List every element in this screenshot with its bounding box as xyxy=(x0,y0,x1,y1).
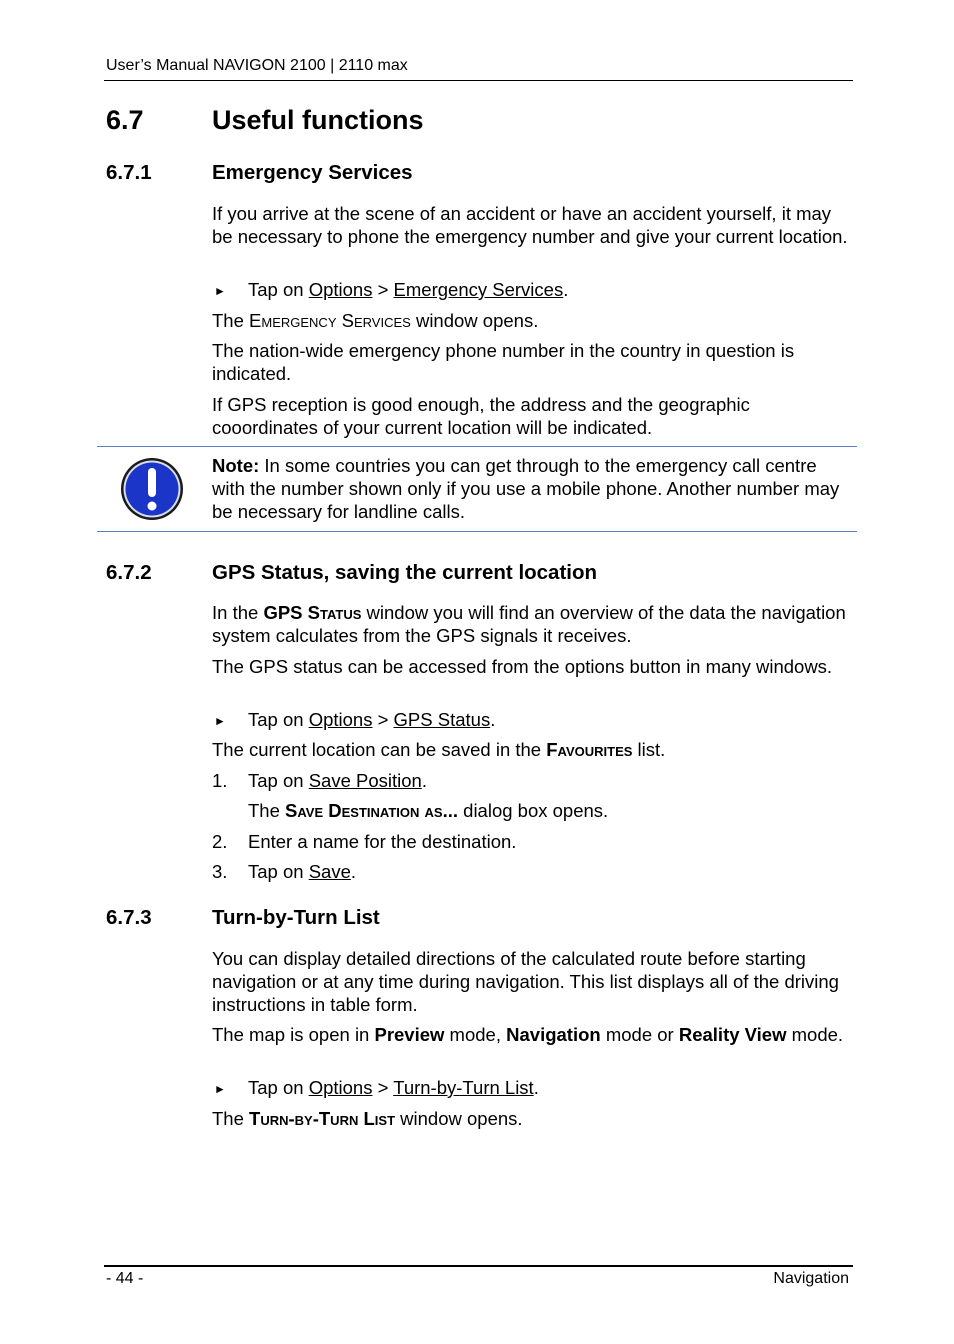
list-number: 2. xyxy=(212,831,228,852)
paragraph: The GPS status can be accessed from the options button in many windows. xyxy=(212,656,833,677)
text: window opens. xyxy=(410,310,539,331)
section-number: 6.7 xyxy=(106,105,144,135)
list-item xyxy=(248,860,848,883)
paragraph: If GPS reception is good enough, the address and the geographic cooordinates of your current location will be indicated. xyxy=(212,394,750,438)
list-name: Favourites xyxy=(546,739,633,760)
text: mode. xyxy=(786,1024,844,1045)
text: dialog box opens. xyxy=(458,800,609,821)
subsection-title: GPS Status, saving the current location xyxy=(212,561,598,584)
step-text: Tap on xyxy=(248,279,309,300)
options-link[interactable]: Options xyxy=(308,279,373,300)
window-name: Emergency Services xyxy=(249,310,411,331)
step-end: . xyxy=(490,709,496,730)
text: window you will find an overview of the data the navigation system calculates from the GPS signals it receives. xyxy=(212,602,846,646)
paragraph xyxy=(212,309,852,332)
options-link[interactable]: Options xyxy=(308,709,373,730)
instruction-step xyxy=(248,278,848,301)
step-text: Tap on xyxy=(248,1077,309,1098)
mode-name: Reality View xyxy=(678,1024,787,1045)
page-number: - 44 - xyxy=(106,1270,144,1287)
text: In the xyxy=(212,602,264,623)
gps-status-link[interactable]: GPS Status xyxy=(393,709,491,730)
text: The xyxy=(212,310,250,331)
section-title: Useful functions xyxy=(212,105,424,135)
paragraph: You can display detailed directions of the calculated route before starting navigation or at any time during navigation. This list displays all of the driving instructions in table form. xyxy=(212,948,839,1015)
text: . xyxy=(421,770,427,791)
page-header-title: User’s Manual NAVIGON 2100 | 2110 max xyxy=(106,57,408,74)
note-bottom-rule xyxy=(97,531,857,532)
paragraph: If you arrive at the scene of an accident or have an accident yourself, it may be necessary to phone the emergency number and give your current location. xyxy=(212,203,848,247)
options-link[interactable]: Options xyxy=(308,1077,373,1098)
save-position-link[interactable]: Save Position xyxy=(308,770,422,791)
text: The xyxy=(212,1108,250,1129)
step-separator: > xyxy=(372,709,394,730)
footer-section-name: Navigation xyxy=(773,1270,849,1287)
paragraph xyxy=(212,601,852,647)
window-name: Turn-by-Turn List xyxy=(249,1108,396,1129)
step-end: . xyxy=(533,1077,539,1098)
step-separator: > xyxy=(372,1077,394,1098)
text: The xyxy=(248,800,286,821)
subsection-number: 6.7.2 xyxy=(106,561,152,584)
dialog-name: Save Destination as... xyxy=(285,800,459,821)
subsection-number: 6.7.3 xyxy=(106,906,152,929)
list-item xyxy=(248,769,848,792)
exclamation-icon xyxy=(119,456,185,522)
bullet-arrow-icon: ► xyxy=(214,1082,226,1096)
note-label: Note: xyxy=(212,455,260,476)
text: list. xyxy=(632,739,666,760)
mode-name: Navigation xyxy=(506,1024,601,1045)
bullet-arrow-icon: ► xyxy=(214,714,226,728)
text: Tap on xyxy=(248,861,309,882)
header-rule xyxy=(104,80,853,81)
note-body: In some countries you can get through to the emergency call centre with the number shown only if you use a mobile phone. Another number may be necessary for landline calls. xyxy=(212,455,840,522)
subsection-title: Emergency Services xyxy=(212,161,413,184)
text: The map is open in xyxy=(212,1024,375,1045)
note-top-rule xyxy=(97,446,857,447)
list-number: 1. xyxy=(212,770,228,791)
text: . xyxy=(350,861,356,882)
paragraph xyxy=(212,738,852,761)
text: window opens. xyxy=(395,1108,523,1129)
list-number: 3. xyxy=(212,861,228,882)
note-text xyxy=(212,454,844,523)
footer-rule xyxy=(104,1265,853,1267)
mode-name: Preview xyxy=(374,1024,445,1045)
step-text: Tap on xyxy=(248,709,309,730)
window-name: GPS Status xyxy=(263,602,362,623)
emergency-services-link[interactable]: Emergency Services xyxy=(393,279,564,300)
list-item: Enter a name for the destination. xyxy=(248,831,517,852)
save-link[interactable]: Save xyxy=(308,861,351,882)
text: Tap on xyxy=(248,770,309,791)
instruction-step xyxy=(248,1076,848,1099)
subsection-title: Turn-by-Turn List xyxy=(212,906,380,929)
text: The current location can be saved in the xyxy=(212,739,547,760)
list-item-note xyxy=(248,799,848,822)
subsection-number: 6.7.1 xyxy=(106,161,152,184)
turn-by-turn-list-link[interactable]: Turn-by-Turn List xyxy=(393,1077,534,1098)
paragraph xyxy=(212,1023,852,1046)
text: mode, xyxy=(444,1024,507,1045)
instruction-step xyxy=(248,708,848,731)
step-end: . xyxy=(563,279,569,300)
bullet-arrow-icon: ► xyxy=(214,284,226,298)
step-separator: > xyxy=(372,279,394,300)
paragraph xyxy=(212,1107,852,1130)
text: mode or xyxy=(600,1024,679,1045)
paragraph: The nation-wide emergency phone number in the country in question is indicated. xyxy=(212,340,795,384)
